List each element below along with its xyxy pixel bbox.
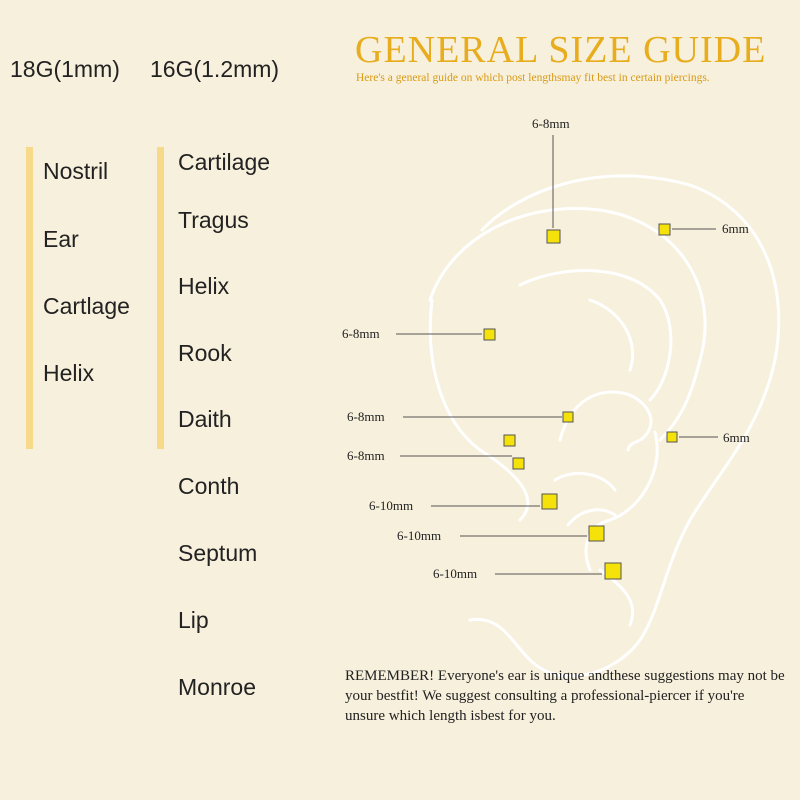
list-16g-item: Monroe [178, 674, 256, 700]
list-16g-item: Cartilage [178, 149, 271, 175]
callout-label: 6mm [723, 430, 750, 445]
page-title: GENERAL SIZE GUIDE [355, 29, 767, 71]
stud-icon [659, 224, 670, 235]
page-subtitle: Here's a general guide on which post lengthsmay fit best in certain piercings. [356, 72, 710, 84]
list-16g-item: Conth [178, 473, 240, 499]
list-16g-item: Daith [178, 406, 232, 432]
list-18g-item: Nostril [43, 158, 109, 184]
stud-icon [547, 230, 560, 243]
list-16g-item: Tragus [178, 207, 249, 233]
stud-icon [667, 432, 677, 442]
callout-label: 6-10mm [433, 566, 478, 581]
list-18g-item: Helix [43, 360, 95, 386]
stud-icon [589, 526, 604, 541]
list-16g-item: Helix [178, 273, 230, 299]
stud-icon [504, 435, 515, 446]
gauge-18g-header: 18G(1mm) [10, 56, 120, 82]
list-16g-item: Septum [178, 540, 258, 566]
stud-icon [484, 329, 495, 340]
callout-label: 6-8mm [532, 116, 570, 131]
callout-label: 6-8mm [347, 448, 385, 463]
ear-outline [430, 176, 779, 676]
callout-label: 6-8mm [347, 409, 385, 424]
callout-label: 6mm [722, 221, 749, 236]
list-18g-item: Cartlage [43, 293, 130, 319]
list-16g-item: Rook [178, 340, 232, 366]
stud-icon [513, 458, 524, 469]
gauge-16g-header: 16G(1.2mm) [150, 56, 280, 82]
callout-label: 6-10mm [369, 498, 414, 513]
list-16g-item: Lip [178, 607, 209, 633]
list-18g-item: Ear [43, 226, 79, 252]
callout-label: 6-8mm [342, 326, 380, 341]
callout-label: 6-10mm [397, 528, 442, 543]
stud-icon [542, 494, 557, 509]
reminder-note: REMEMBER! Everyone's ear is unique andthese suggestions may not be your bestfit! We suggest consulting a professional-piercer if you're unsure which length isbest for you. [345, 668, 785, 724]
stud-icon [563, 412, 573, 422]
stud-icon [605, 563, 621, 579]
